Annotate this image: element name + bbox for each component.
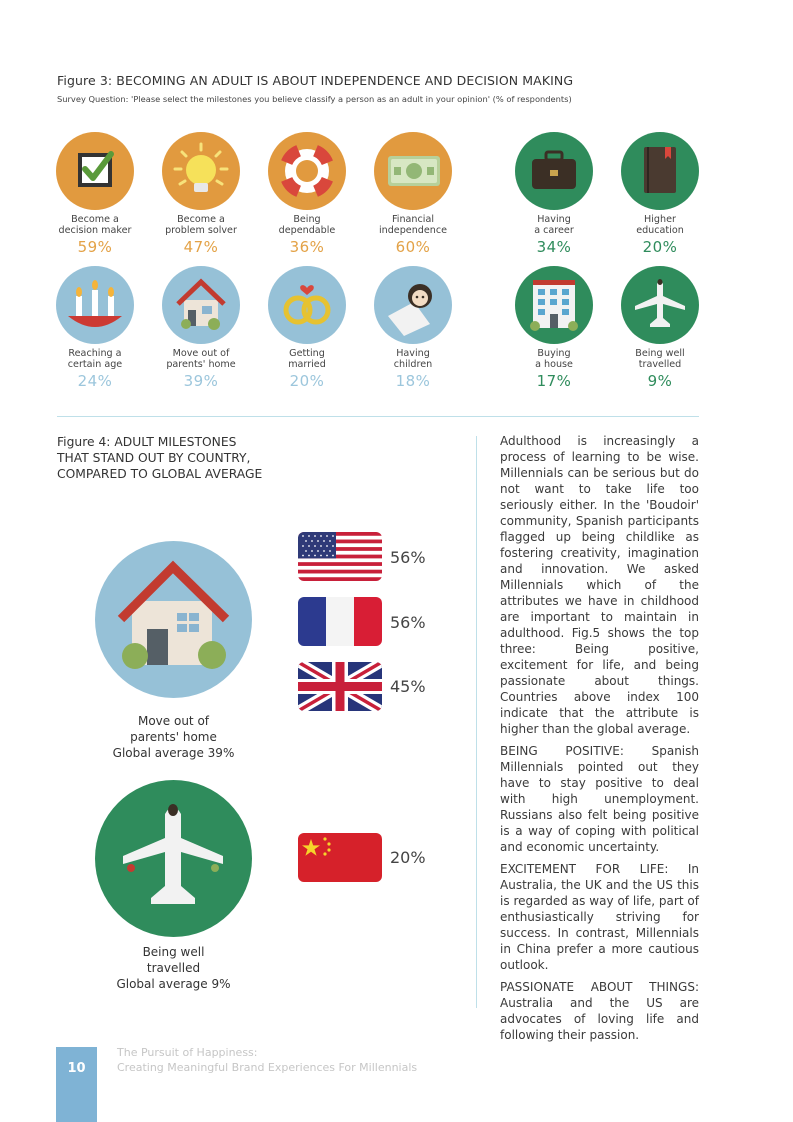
milestone-label: Reaching a certain age [67,348,123,370]
milestone-label: Become a decision maker [58,214,132,236]
uk-flag-icon [298,662,382,711]
milestone-tile [363,132,463,256]
milestone-tile [610,266,710,390]
milestone-tile [257,132,357,256]
milestone-label: Financial independence [378,214,448,236]
paragraph-intro: Adulthood is increasingly a process of learning to be wise. Millennials can be serious but do not want to take life too seriously either. In the 'Boudoir' community, Spanish participants flagged up being childlike as fostering creativity, imagination and innovation. We asked Millennials which of the attributes we have in childhood are important to maintain in adulthood. Fig.5 shows the top three: Being positive, excitement for life, and being passionate about things. Countries above index 100 indicate that the attribute is higher than the global average. [500,434,699,736]
milestone-label: Having a career [534,214,574,236]
paragraph-passionate: PASSIONATE ABOUT THINGS: Australia and the US are advocates of loving life and following their passion. [500,980,699,1042]
milestone-value: 47% [183,238,219,256]
banknote-icon [374,132,452,210]
milestone-value: 36% [289,238,325,256]
milestone-value: 18% [395,372,431,390]
airplane-icon [95,780,252,937]
page-number: 10 [67,1061,86,1076]
lifebuoy-icon [268,132,346,210]
milestone-tile [610,132,710,256]
baby-icon [374,266,452,344]
paragraph-being-positive: BEING POSITIVE: Spanish Millennials pointed out they have to stay positive to deal with high unemployment. Russians also felt being positive is a way of coping with political and economic uncertainty. [500,744,699,854]
milestone-value: 34% [536,238,572,256]
france-flag-icon [298,597,382,646]
china-flag-icon [298,833,382,882]
figure-3-subtitle: Survey Question: 'Please select the milestones you believe classify a person as an adult in your opinion' (% of respondents) [57,94,572,104]
airplane-icon [621,266,699,344]
milestone-value: 39% [183,372,219,390]
checkbox-icon [56,132,134,210]
lightbulb-icon [162,132,240,210]
milestone-value: 20% [289,372,325,390]
figure-3-title: Figure 3: BECOMING AN ADULT IS ABOUT INDEPENDENCE AND DECISION MAKING [57,73,574,88]
milestone-label: Having children [393,348,433,370]
page-number-tab [56,1047,97,1122]
milestone-tile [45,266,145,390]
milestone-value: 24% [77,372,113,390]
milestone-label: Higher education [636,214,684,236]
milestone-tile [504,132,604,256]
milestone-tile [45,132,145,256]
milestone-value: 59% [77,238,113,256]
footer-title: The Pursuit of Happiness: Creating Meaningful Brand Experiences For Millennials [117,1046,418,1074]
milestone-label: Being well travelled [635,348,685,370]
wedding-rings-icon [268,266,346,344]
france-value: 56% [390,613,426,632]
milestone-tile [151,266,251,390]
body-text [500,433,699,1049]
milestone-label: Become a problem solver [165,214,237,236]
milestone-tile [504,266,604,390]
milestone-tile [257,266,357,390]
milestone-value: 9% [647,372,673,390]
milestone-value: 60% [395,238,431,256]
china-value: 20% [390,848,426,867]
milestone-label: Being dependable [278,214,336,236]
house-caption: Move out of parents' home Global average 39% [112,714,235,760]
milestone-value: 20% [642,238,678,256]
column-divider [476,436,477,1008]
uk-value: 45% [390,677,426,696]
milestone-label: Getting married [288,348,326,370]
milestone-tile [151,132,251,256]
birthday-cake-icon [56,266,134,344]
apartment-building-icon [515,266,593,344]
milestone-label: Buying a house [535,348,573,370]
us-value: 56% [390,548,426,567]
figure-4-title: Figure 4: ADULT MILESTONES THAT STAND OUT BY COUNTRY, COMPARED TO GLOBAL AVERAGE [57,435,263,481]
section-divider [57,416,699,417]
milestone-value: 17% [536,372,572,390]
milestone-tile [363,266,463,390]
book-icon [621,132,699,210]
us-flag-icon [298,532,382,581]
briefcase-icon [515,132,593,210]
house-icon [162,266,240,344]
milestone-label: Move out of parents' home [166,348,236,370]
house-icon [95,541,252,698]
plane-caption: Being well travelled Global average 9% [116,945,231,991]
paragraph-excitement: EXCITEMENT FOR LIFE: In Australia, the UK and the US this is regarded as way of life, part of enthusiastically striving for success. In contrast, Millennials in China prefer a more cautious outlook. [500,862,699,972]
